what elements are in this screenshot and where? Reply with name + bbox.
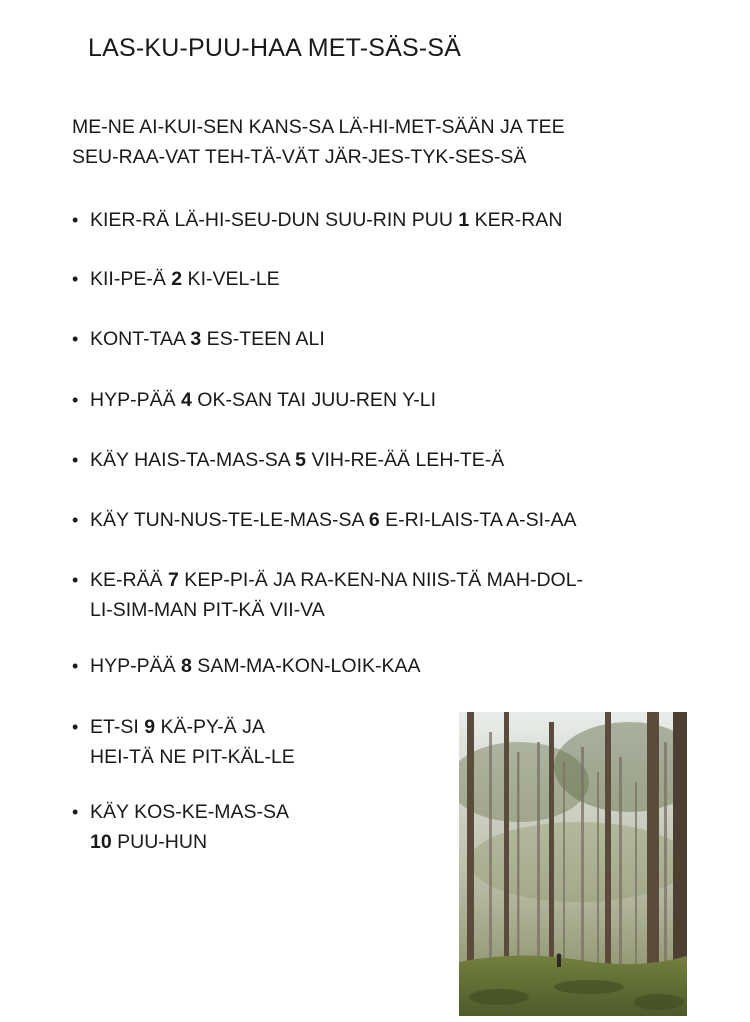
intro-line: SEU-RAA-VAT TEH-TÄ-VÄT JÄR-JES-TYK-SES-SÄ xyxy=(72,146,527,168)
task-number: 3 xyxy=(190,328,202,350)
bullet-icon: • xyxy=(72,717,79,737)
page-title: LAS-KU-PUU-HAA MET-SÄS-SÄ xyxy=(88,34,462,62)
bullet-icon: • xyxy=(72,802,79,822)
bullet-icon: • xyxy=(72,210,79,230)
bullet-icon: • xyxy=(72,269,79,289)
bullet-icon: • xyxy=(72,570,79,590)
task-number: 9 xyxy=(144,716,156,738)
task-number: 1 xyxy=(458,209,470,231)
intro-line: ME-NE AI-KUI-SEN KANS-SA LÄ-HI-MET-SÄÄN JA TEE xyxy=(72,116,565,138)
task-number: 10 xyxy=(90,831,112,853)
bullet-icon: • xyxy=(72,656,79,676)
bullet-icon: • xyxy=(72,450,79,470)
bullet-icon: • xyxy=(72,390,79,410)
forest-photo xyxy=(459,712,687,1016)
intro-text xyxy=(72,112,712,172)
bullet-icon: • xyxy=(72,329,79,349)
bullet-icon: • xyxy=(72,510,79,530)
task-number: 8 xyxy=(181,655,192,677)
task-number: 2 xyxy=(171,268,183,290)
task-number: 5 xyxy=(295,449,307,471)
task-number: 4 xyxy=(181,389,192,411)
task-number: 6 xyxy=(368,509,380,531)
task-number: 7 xyxy=(168,569,179,591)
